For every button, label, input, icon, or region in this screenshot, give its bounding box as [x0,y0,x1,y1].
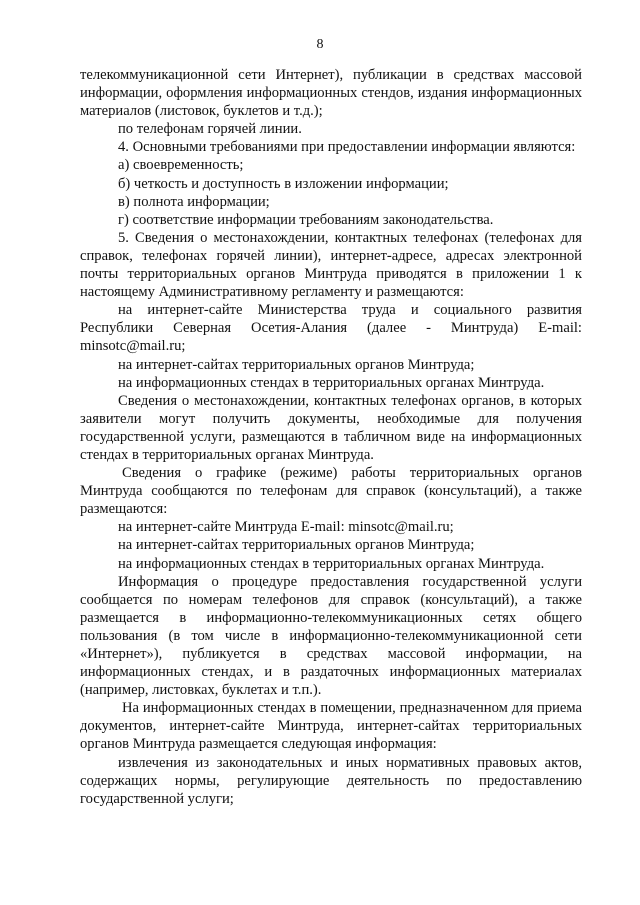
paragraph: телекоммуникационной сети Интернет), публикации в средствах массовой информации, оформления информационных стендов, издания информационных материалов (листовок, буклетов и т.д.); [80,67,582,120]
paragraph: на интернет-сайте Минтруда E-mail: minsotc@mail.ru; [118,519,454,536]
paragraph: Сведения о графике (режиме) работы территориальных органов Минтруда сообщаются по телефонам для справок (консультаций), а также размещаются: [80,465,582,518]
paragraph: На информационных стендах в помещении, предназначенном для приема документов, интернет-сайте Минтруда, интернет-сайтах территориальных органов Минтруда размещается следующая информация: [80,700,582,753]
paragraph: Информация о процедуре предоставления государственной услуги сообщается по номерам телефонов для справок (консультаций), а также размещается в информационно-телекоммуникационных сетях общего пользования (в том числе в информационно-телекоммуникационной сети «Интернет»), публикуется в средствах массовой информации, на информационных стендах, и в раздаточных информационных материалах (например, листовках, буклетах и т.п.). [80,573,582,699]
paragraph: извлечения из законодательных и иных нормативных правовых актов, содержащих нормы, регулирующие деятельность по предоставлению государственной услуги; [80,754,582,807]
page-number: 8 [316,37,324,52]
list-item: а) своевременность; [118,157,244,174]
paragraph: 5. Сведения о местонахождении, контактных телефонах (телефонах для справок, телефонах горячей линии), интернет-адресе, адресах электронной почты территориальных органов Минтруда приводятся в приложении 1 к настоящему Административному регламенту и размещаются: [80,229,582,301]
paragraph: 4. Основными требованиями при предоставлении информации являются: [118,139,576,156]
list-item: в) полнота информации; [118,193,270,210]
paragraph: на интернет-сайтах территориальных органов Минтруда; [118,356,475,373]
list-item: г) соответствие информации требованиям законодательства. [118,211,494,228]
paragraph: на интернет-сайтах территориальных органов Минтруда; [118,537,475,554]
paragraph: на интернет-сайте Министерства труда и социального развития Республики Северная Осетия-Алания (далее - Минтруда) E-mail: minsotc@mail.ru; [80,302,582,355]
paragraph: Сведения о местонахождении, контактных телефонах органов, в которых заявители могут получить документы, необходимые для получения государственной услуги, размещаются в табличном виде на информационных стендах в территориальных органах Минтруда. [80,392,582,463]
paragraph: по телефонам горячей линии. [118,121,302,138]
paragraph: на информационных стендах в территориальных органах Минтруда. [118,374,545,391]
paragraph: на информационных стендах в территориальных органах Минтруда. [118,555,545,572]
list-item: б) четкость и доступность в изложении информации; [118,175,449,192]
document-body [80,66,582,808]
